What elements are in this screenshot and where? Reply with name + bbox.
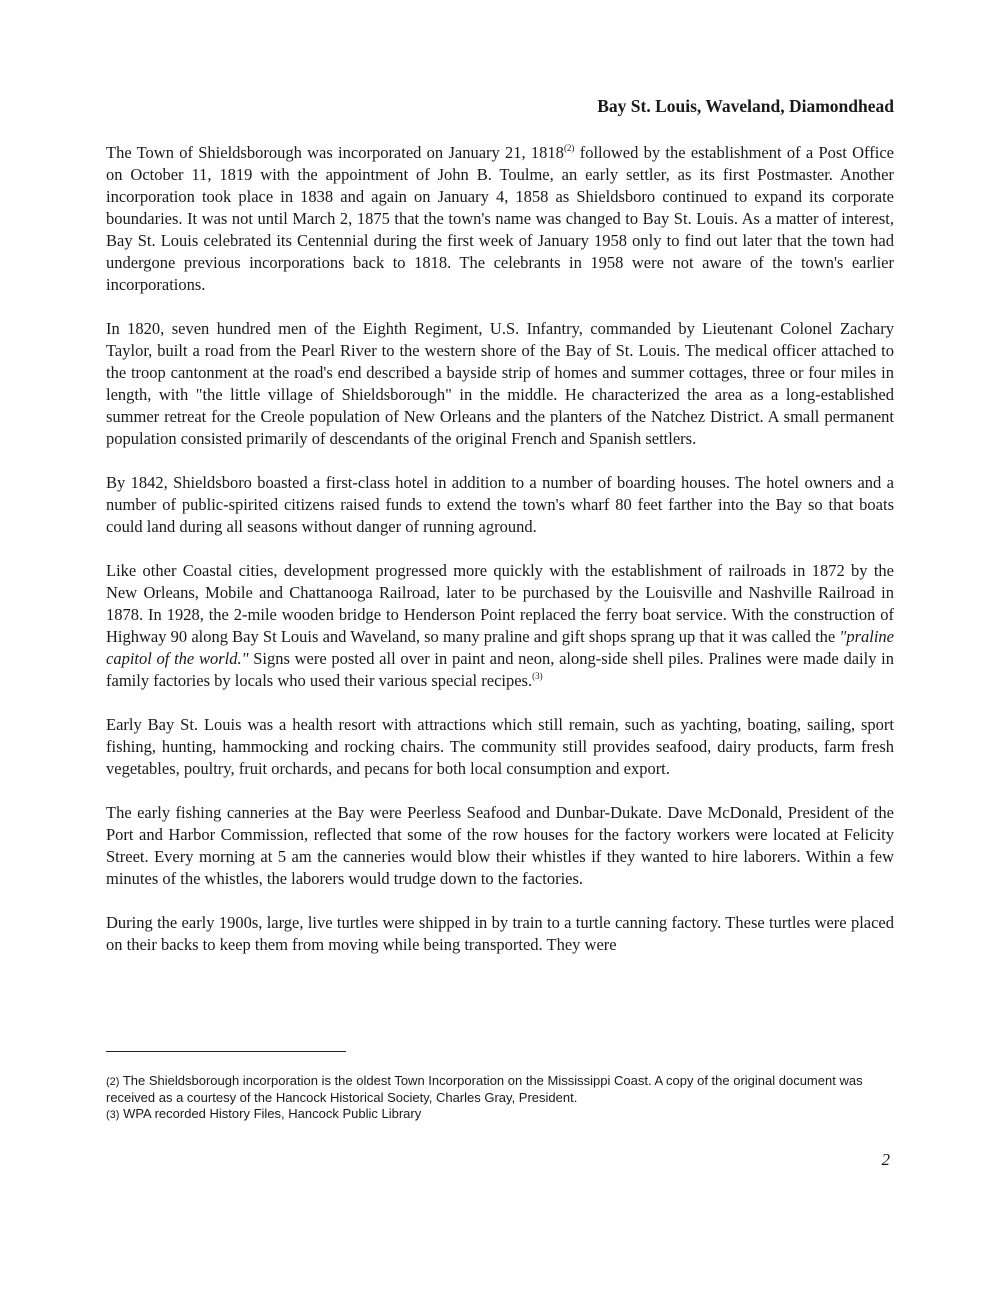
paragraph-text: Like other Coastal cities, development progressed more quickly with the establishment of railroads in 1872 by the New Orleans, Mobile and Chattanooga Railroad, later to be purchased by the Louisville and Nashville Railroad in 1878. In 1928, the 2-mile wooden bridge to Henderson Point replaced the ferry boat service. With the construction of Highway 90 along Bay St Louis and Waveland, so many praline and gift shops sprang up that it was called the [106,561,894,646]
paragraph-road-1820: In 1820, seven hundred men of the Eighth Regiment, U.S. Infantry, commanded by Lieutenant Colonel Zachary Taylor, built a road from the Pearl River to the western shore of the Bay of St. Louis. The medical officer attached to the troop cantonment at the road's end described a bayside strip of homes and summer cottages, three or four miles in length, with "the little village of Shieldsborough" in the middle. He characterized the area as a long-established summer retreat for the Creole population of New Orleans and the planters of the Natchez District. A small permanent population consisted primarily of descendants of the original French and Spanish settlers. [106,319,894,448]
praline-quote: "praline capitol of the world." [106,627,894,668]
paragraph-canneries: The early fishing canneries at the Bay were Peerless Seafood and Dunbar-Dukate. Dave McDonald, President of the Port and Harbor Commission, reflected that some of the row houses for the factory workers were located at Felicity Street. Every morning at 5 am the canneries would blow their whistles if they wanted to hire laborers. Within a few minutes of the whistles, the laborers would trudge down to the factories. [106,803,894,888]
footnote-divider [106,1051,346,1052]
page-header: Bay St. Louis, Waveland, Diamondhead [597,96,894,116]
footnote-ref: (3) [532,671,543,681]
footnote-item [106,1106,896,1123]
footnote-text: The Shieldsborough incorporation is the oldest Town Incorporation on the Mississippi Coast. A copy of the original document was received as a courtesy of the Hancock Historical Society, Charles Gray, President. [106,1073,863,1105]
footnotes [106,1073,896,1123]
paragraph-health-resort: Early Bay St. Louis was a health resort with attractions which still remain, such as yachting, boating, sailing, sport fishing, hunting, hammocking and rocking chairs. The community still provides seafood, dairy products, farm fresh vegetables, poultry, fruit orchards, and pecans for both local consumption and export. [106,715,894,778]
paragraph-railroads [106,560,894,692]
body-text [106,142,894,956]
paragraph-turtles: During the early 1900s, large, live turtles were shipped in by train to a turtle canning factory. These turtles were placed on their backs to keep them from moving while being transported. They were [106,913,894,954]
paragraph-text: Signs were posted all over in paint and neon, along-side shell piles. Pralines were made daily in family factories by locals who used their various special recipes. [106,649,894,690]
footnote-text: WPA recorded History Files, Hancock Public Library [119,1106,422,1121]
page-number: 2 [881,1150,890,1169]
footnote-item [106,1073,896,1106]
footnote-number: (3) [106,1109,120,1121]
paragraph-text: followed by the establishment of a Post Office on October 11, 1819 with the appointment of John B. Toulme, an early settler, as its first Postmaster. Another incorporation took place in 1838 and again on January 4, 1858 as Shieldsboro continued to expand its corporate boundaries. It was not until March 2, 1875 that the town's name was changed to Bay St. Louis. As a matter of interest, Bay St. Louis celebrated its Centennial during the first week of January 1958 only to find out later that the town had undergone previous incorporations back to 1818. The celebrants in 1958 were not aware of the town's earlier incorporations. [106,143,894,294]
footnote-ref: (2) [563,143,575,153]
footnote-number: (2) [106,1076,120,1088]
paragraph-incorporation [106,142,894,296]
paragraph-text: The Town of Shieldsborough was incorporated on January 21, 1818 [106,143,564,162]
paragraph-hotel-1842: By 1842, Shieldsboro boasted a first-class hotel in addition to a number of boarding houses. The hotel owners and a number of public-spirited citizens raised funds to extend the town's wharf 80 feet farther into the Bay so that boats could land during all seasons without danger of running aground. [106,473,894,536]
